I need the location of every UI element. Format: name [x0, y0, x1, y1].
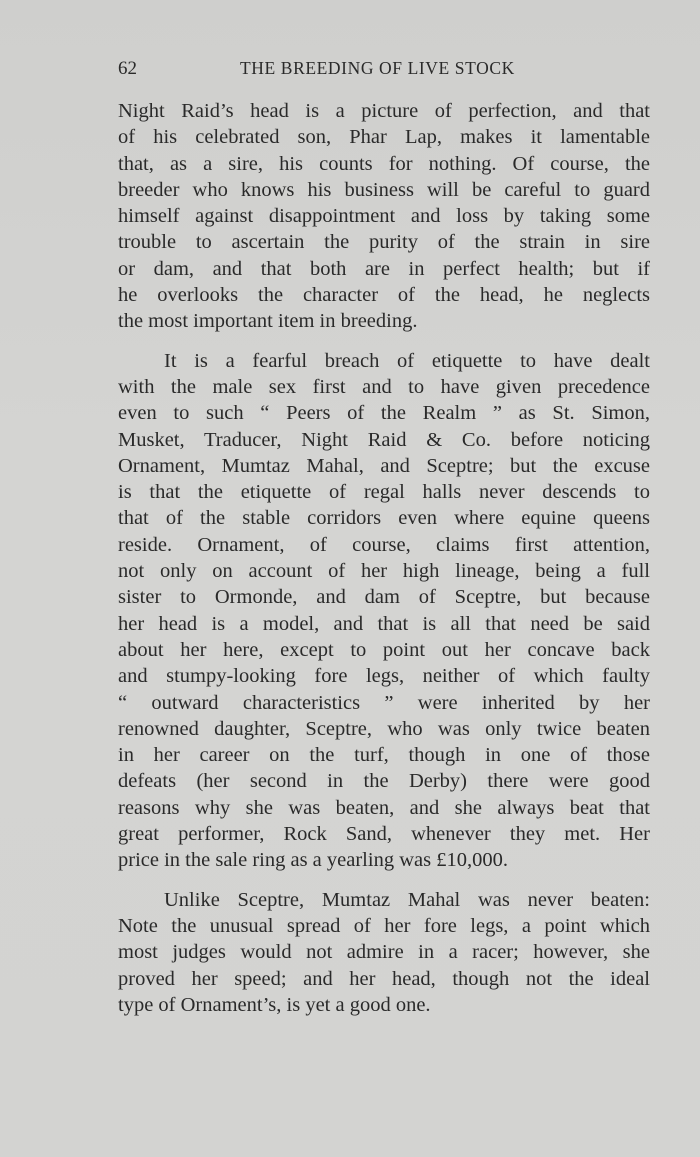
paragraph-2 [118, 348, 650, 874]
paragraph-3 [118, 887, 650, 1018]
text-line: in her career on the turf, though in one of those [118, 744, 650, 767]
text-line: he overlooks the character of the head, he neglects [118, 284, 650, 307]
text-line: of his celebrated son, Phar Lap, makes it lamentable [118, 126, 650, 149]
text-line: breeder who knows his business will be careful to guard [118, 178, 650, 201]
text-line: “ outward characteristics ” were inherited by her [118, 691, 650, 714]
text-line: is that the etiquette of regal halls never descends to [118, 481, 650, 504]
page-header [118, 58, 650, 84]
text-line: defeats (her second in the Derby) there were good [118, 770, 650, 793]
text-line: Ornament, Mumtaz Mahal, and Sceptre; but the excuse [118, 454, 650, 477]
page-number: 62 [118, 58, 137, 79]
text-line: not only on account of her high lineage, being a full [118, 560, 650, 583]
text-line: renowned daughter, Sceptre, who was only twice beaten [118, 717, 650, 740]
text-line: reasons why she was beaten, and she always beat that [118, 796, 650, 819]
paragraph-gap [118, 874, 650, 887]
text-line: proved her speed; and her head, though not the ideal [118, 967, 650, 990]
body-text [118, 98, 650, 1018]
text-line: that of the stable corridors even where equine queens [118, 507, 650, 530]
text-line: that, as a sire, his counts for nothing. Of course, the [118, 152, 650, 175]
paragraph-1 [118, 98, 650, 335]
text-line: Night Raid’s head is a picture of perfection, and that [118, 100, 650, 122]
text-line: even to such “ Peers of the Realm ” as St. Simon, [118, 402, 650, 425]
text-line: great performer, Rock Sand, whenever they met. Her [118, 823, 650, 846]
text-line: reside. Ornament, of course, claims first attention, [118, 533, 650, 556]
text-line: the most important item in breeding. [118, 310, 418, 333]
text-line: Musket, Traducer, Night Raid & Co. before noticing [118, 428, 650, 451]
text-line: price in the sale ring as a yearling was £10,000. [118, 849, 508, 872]
running-title: THE BREEDING OF LIVE STOCK [240, 58, 515, 78]
text-line: and stumpy-looking fore legs, neither of which faulty [118, 665, 650, 688]
text-line: about her here, except to point out her concave back [118, 638, 650, 661]
text-line: It is a fearful breach of etiquette to have dealt [164, 349, 650, 372]
text-line: with the male sex first and to have given precedence [118, 375, 650, 398]
text-line: her head is a model, and that is all that need be said [118, 612, 650, 635]
text-line: Unlike Sceptre, Mumtaz Mahal was never beaten: [164, 888, 650, 911]
text-line: himself against disappointment and loss by taking some [118, 205, 650, 228]
text-line: sister to Ormonde, and dam of Sceptre, but because [118, 586, 650, 609]
text-line: Note the unusual spread of her fore legs, a point which [118, 914, 650, 937]
text-line: type of Ornament’s, is yet a good one. [118, 993, 431, 1016]
paragraph-gap [118, 335, 650, 348]
text-line: trouble to ascertain the purity of the strain in sire [118, 231, 650, 254]
text-line: or dam, and that both are in perfect health; but if [118, 257, 650, 280]
text-line: most judges would not admire in a racer; however, she [118, 941, 650, 964]
